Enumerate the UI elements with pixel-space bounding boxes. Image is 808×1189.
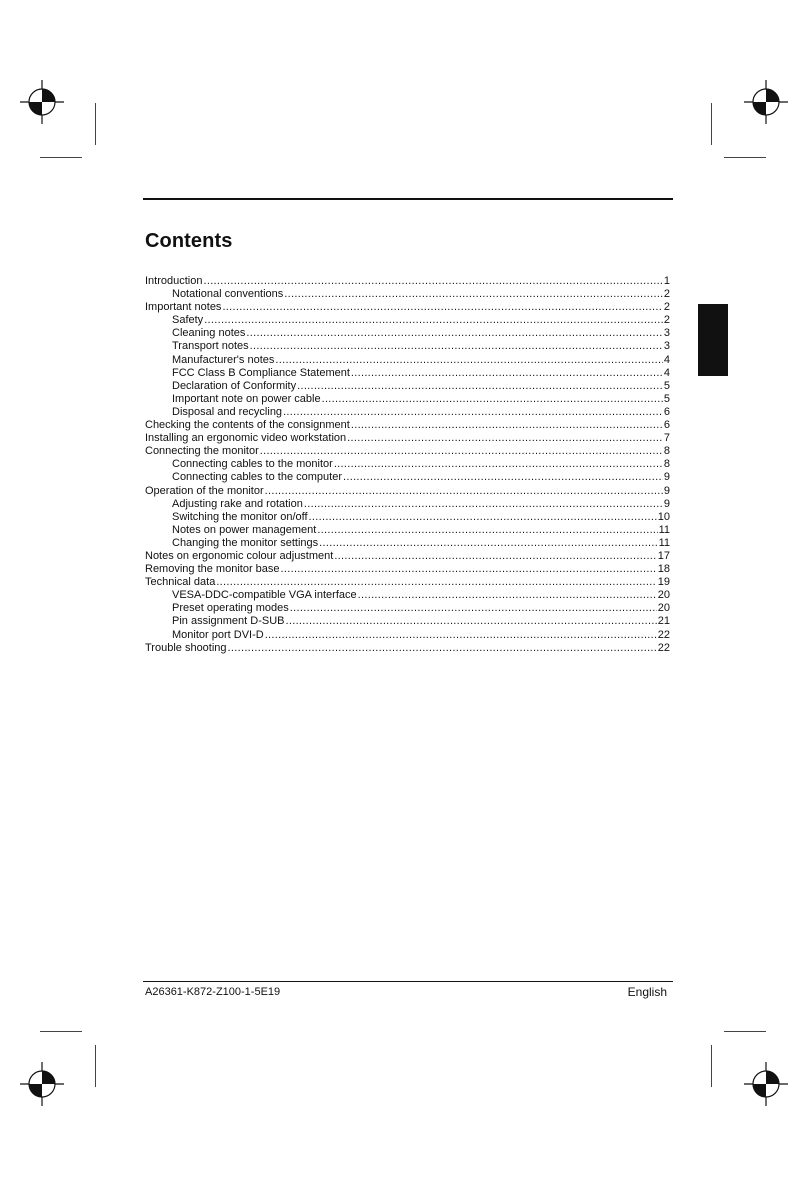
toc-dot-leader bbox=[351, 367, 663, 380]
toc-entry-page: 21 bbox=[657, 615, 670, 628]
toc-entry[interactable] bbox=[145, 537, 670, 550]
toc-entry[interactable] bbox=[145, 432, 670, 445]
toc-entry-page: 19 bbox=[657, 576, 670, 589]
toc-dot-leader bbox=[309, 511, 657, 524]
toc-dot-leader bbox=[334, 550, 656, 563]
toc-entry-page: 9 bbox=[663, 484, 670, 497]
toc-dot-leader bbox=[304, 498, 663, 511]
crop-mark bbox=[95, 103, 96, 145]
toc-dot-leader bbox=[265, 629, 657, 642]
toc-dot-leader bbox=[358, 589, 657, 602]
toc-entry-title: Important note on power cable bbox=[172, 392, 321, 405]
toc-entry-page: 2 bbox=[663, 301, 670, 314]
toc-entry[interactable] bbox=[145, 589, 670, 602]
toc-entry-title: Technical data bbox=[145, 576, 216, 589]
toc-entry[interactable] bbox=[145, 642, 670, 655]
toc-entry[interactable] bbox=[145, 419, 670, 432]
toc-entry[interactable] bbox=[145, 275, 670, 288]
crop-mark bbox=[40, 1031, 82, 1032]
toc-entry[interactable] bbox=[145, 380, 670, 393]
toc-entry[interactable] bbox=[145, 511, 670, 524]
toc-entry[interactable] bbox=[145, 615, 670, 628]
language-label: English bbox=[627, 985, 667, 999]
toc-entry-page: 4 bbox=[663, 353, 670, 366]
toc-entry-page: 2 bbox=[663, 288, 670, 301]
toc-entry-title: Installing an ergonomic video workstation bbox=[145, 432, 347, 445]
toc-entry-page: 4 bbox=[663, 366, 670, 379]
toc-dot-leader bbox=[322, 393, 663, 406]
toc-entry[interactable] bbox=[145, 498, 670, 511]
toc-entry-page: 8 bbox=[663, 458, 670, 471]
toc-entry[interactable] bbox=[145, 602, 670, 615]
toc-entry-title: Connecting the monitor bbox=[145, 445, 259, 458]
toc-entry-title: Trouble shooting bbox=[145, 641, 227, 654]
toc-entry-title: Preset operating modes bbox=[172, 602, 289, 615]
toc-dot-leader bbox=[319, 537, 657, 550]
page-title: Contents bbox=[145, 230, 233, 252]
toc-dot-leader bbox=[203, 275, 662, 288]
toc-dot-leader bbox=[283, 406, 663, 419]
toc-entry-title: FCC Class B Compliance Statement bbox=[172, 366, 350, 379]
toc-entry-title: Transport notes bbox=[172, 340, 249, 353]
crop-mark bbox=[724, 157, 766, 158]
toc-dot-leader bbox=[334, 458, 663, 471]
toc-entry[interactable] bbox=[145, 393, 670, 406]
toc-entry-page: 1 bbox=[663, 275, 670, 287]
toc-dot-leader bbox=[317, 524, 657, 537]
toc-dot-leader bbox=[281, 563, 657, 576]
toc-entry-title: VESA-DDC-compatible VGA interface bbox=[172, 589, 357, 602]
toc-entry-page: 20 bbox=[657, 589, 670, 602]
registration-mark-icon bbox=[20, 1062, 64, 1106]
toc-entry-title: Changing the monitor settings bbox=[172, 536, 319, 549]
toc-entry[interactable] bbox=[145, 406, 670, 419]
toc-entry[interactable] bbox=[145, 576, 670, 589]
toc-dot-leader bbox=[222, 301, 662, 314]
toc-entry[interactable] bbox=[145, 524, 670, 537]
toc-entry[interactable] bbox=[145, 327, 670, 340]
toc-entry-page: 5 bbox=[663, 379, 670, 392]
toc-entry-page: 17 bbox=[657, 549, 670, 562]
registration-mark-icon bbox=[20, 80, 64, 124]
toc-dot-leader bbox=[343, 471, 663, 484]
registration-mark-icon bbox=[744, 80, 788, 124]
toc-entry-page: 6 bbox=[663, 405, 670, 418]
toc-dot-leader bbox=[290, 602, 657, 615]
toc-entry-title: Connecting cables to the computer bbox=[172, 471, 342, 484]
toc-dot-leader bbox=[347, 432, 663, 445]
toc-entry-page: 10 bbox=[657, 510, 670, 523]
toc-dot-leader bbox=[250, 340, 663, 353]
toc-entry[interactable] bbox=[145, 314, 670, 327]
toc-entry-title: Disposal and recycling bbox=[172, 405, 283, 418]
toc-entry-title: Notes on ergonomic colour adjustment bbox=[145, 549, 334, 562]
registration-mark-icon bbox=[744, 1062, 788, 1106]
document-code: A26361-K872-Z100-1-5E19 bbox=[145, 986, 281, 998]
toc-entry-page: 22 bbox=[657, 641, 670, 654]
toc-entry[interactable] bbox=[145, 367, 670, 380]
toc-entry-title: Safety bbox=[172, 314, 204, 327]
toc-dot-leader bbox=[297, 380, 663, 393]
toc-dot-leader bbox=[351, 419, 663, 432]
toc-entry[interactable] bbox=[145, 550, 670, 563]
toc-entry-title: Checking the contents of the consignment bbox=[145, 419, 350, 432]
chapter-tab-marker bbox=[698, 304, 728, 376]
toc-entry-title: Connecting cables to the monitor bbox=[172, 458, 333, 471]
toc-entry-title: Cleaning notes bbox=[172, 327, 246, 340]
toc-entry-title: Operation of the monitor bbox=[145, 484, 264, 497]
toc-dot-leader bbox=[228, 642, 657, 655]
crop-mark bbox=[40, 157, 82, 158]
toc-entry[interactable] bbox=[145, 354, 670, 367]
toc-entry-page: 9 bbox=[663, 471, 670, 484]
toc-dot-leader bbox=[216, 576, 656, 589]
crop-mark bbox=[711, 1045, 712, 1087]
toc-entry-page: 18 bbox=[657, 563, 670, 576]
toc-entry[interactable] bbox=[145, 471, 670, 484]
toc-entry-title: Adjusting rake and rotation bbox=[172, 497, 303, 510]
toc-entry[interactable] bbox=[145, 563, 670, 576]
toc-entry-page: 3 bbox=[663, 327, 670, 340]
table-of-contents bbox=[145, 275, 670, 655]
toc-dot-leader bbox=[260, 445, 663, 458]
header-rule bbox=[143, 198, 673, 200]
toc-dot-leader bbox=[286, 615, 657, 628]
crop-mark bbox=[95, 1045, 96, 1087]
toc-entry-page: 2 bbox=[663, 314, 670, 327]
toc-entry-title: Manufacturer's notes bbox=[172, 353, 275, 366]
toc-dot-leader bbox=[275, 354, 663, 367]
toc-entry-page: 22 bbox=[657, 628, 670, 641]
toc-dot-leader bbox=[204, 314, 663, 327]
crop-mark bbox=[724, 1031, 766, 1032]
toc-entry-page: 20 bbox=[657, 602, 670, 615]
toc-entry-page: 9 bbox=[663, 497, 670, 510]
footer-rule bbox=[143, 981, 673, 982]
toc-entry-title: Switching the monitor on/off bbox=[172, 510, 308, 523]
toc-entry-title: Removing the monitor base bbox=[145, 563, 280, 576]
toc-entry-page: 6 bbox=[663, 419, 670, 432]
toc-entry-title: Declaration of Conformity bbox=[172, 379, 297, 392]
toc-entry-page: 11 bbox=[658, 536, 670, 549]
toc-entry-page: 7 bbox=[663, 432, 670, 445]
toc-entry[interactable] bbox=[145, 485, 670, 498]
toc-entry-page: 3 bbox=[663, 340, 670, 353]
toc-entry[interactable] bbox=[145, 288, 670, 301]
toc-entry-page: 11 bbox=[658, 523, 670, 536]
toc-dot-leader bbox=[265, 485, 663, 498]
toc-entry-title: Important notes bbox=[145, 301, 222, 314]
toc-entry[interactable] bbox=[145, 301, 670, 314]
toc-entry-title: Notes on power management bbox=[172, 523, 317, 536]
toc-entry-title: Pin assignment D-SUB bbox=[172, 615, 285, 628]
toc-entry[interactable] bbox=[145, 629, 670, 642]
toc-entry-title: Introduction bbox=[145, 275, 203, 287]
toc-entry-title: Monitor port DVI-D bbox=[172, 628, 264, 641]
toc-dot-leader bbox=[246, 327, 662, 340]
toc-dot-leader bbox=[284, 288, 663, 301]
toc-entry-page: 8 bbox=[663, 445, 670, 458]
crop-mark bbox=[711, 103, 712, 145]
toc-entry-title: Notational conventions bbox=[172, 288, 284, 301]
toc-entry[interactable] bbox=[145, 445, 670, 458]
toc-entry[interactable] bbox=[145, 340, 670, 353]
toc-entry[interactable] bbox=[145, 458, 670, 471]
toc-entry-page: 5 bbox=[663, 392, 670, 405]
